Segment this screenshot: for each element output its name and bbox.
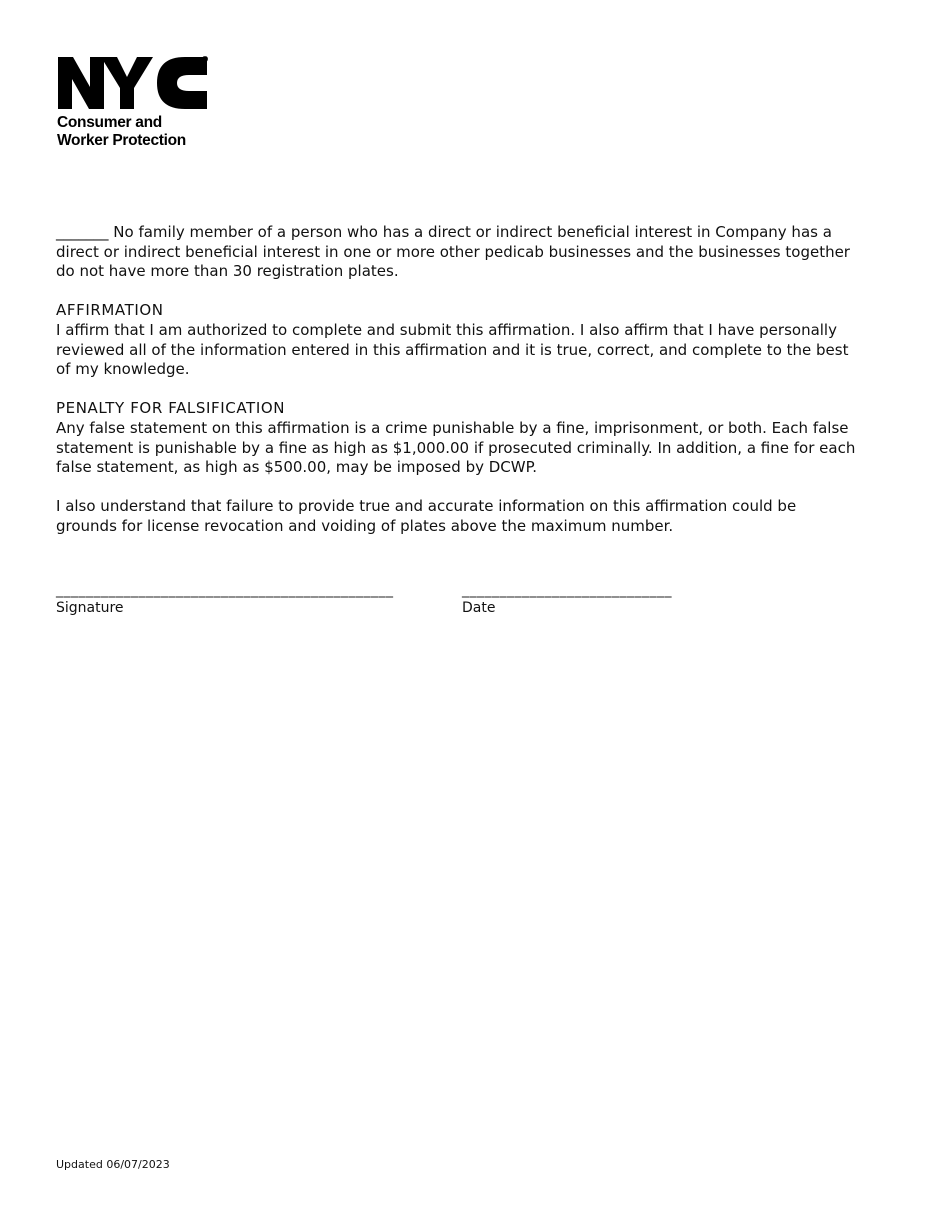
date-block [462, 581, 672, 617]
checkbox-blank[interactable]: _______ [56, 223, 109, 241]
affirmation-heading: AFFIRMATION [56, 301, 164, 320]
signature-line[interactable]: _____________________________________________ [56, 582, 394, 598]
logo-line-2: Worker Protection [57, 132, 186, 149]
affirmation-text: I affirm that I am authorized to complete and submit this affirmation. I also affirm that I have personally reviewed all of the information entered in this affirmation and it is true, correct, and complete to the best of my knowledge. [56, 320, 849, 379]
date-line[interactable]: ____________________________ [462, 582, 672, 598]
signature-label: Signature [56, 600, 124, 616]
logo-line-1: Consumer and [57, 114, 162, 131]
statement-text: No family member of a person who has a direct or indirect beneficial interest in Company has a direct or indirect beneficial interest in one or more other pedicab businesses and the businesses together do not have more than 30 registration plates. [56, 223, 850, 281]
document-body [56, 223, 856, 537]
nyc-logo-mark [57, 55, 209, 111]
updated-date: Updated 06/07/2023 [56, 1158, 170, 1171]
signature-block [56, 581, 394, 617]
penalty-heading: PENALTY FOR FALSIFICATION [56, 399, 286, 418]
nyc-dcwp-logo [57, 55, 217, 150]
logo-agency-name [57, 114, 217, 150]
family-member-statement [56, 223, 856, 282]
penalty-text: Any false statement on this affirmation is a crime punishable by a fine, imprisonment, or both. Each false statement is punishable by a fine as high as $1,000.00 if prosecuted criminally. In addition, a fine for each false statement, as high as $500.00, may be imposed by DCWP. [56, 418, 856, 477]
understand-text: I also understand that failure to provide true and accurate information on this affirmation could be grounds for license revocation and voiding of plates above the maximum number. [56, 497, 797, 535]
date-label: Date [462, 600, 496, 616]
